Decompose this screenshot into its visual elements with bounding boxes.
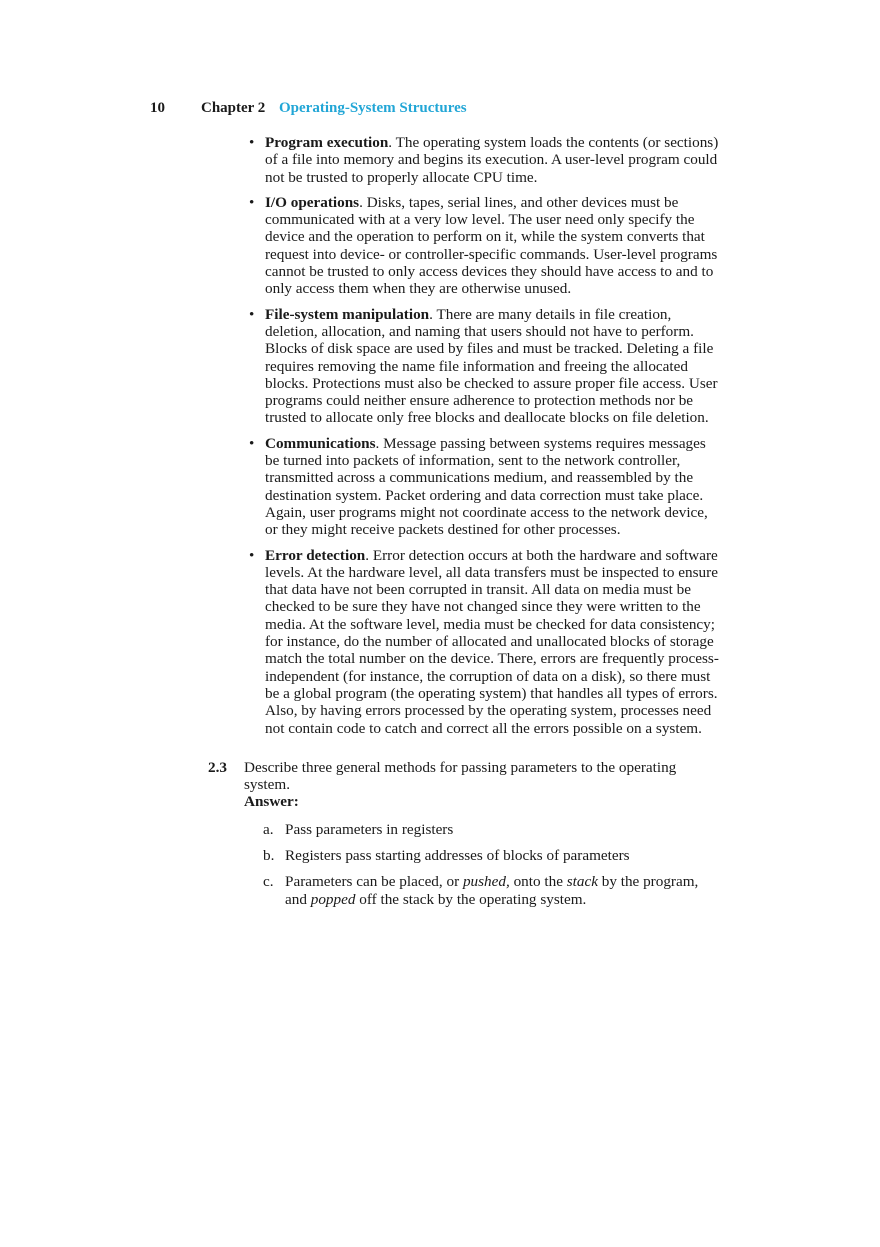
exercise-text: Describe three general methods for passing parameters to the operating system.	[244, 758, 677, 794]
answer-list	[200, 821, 717, 908]
service-list	[249, 134, 721, 737]
answer-marker: a.	[263, 820, 274, 838]
bullet-icon: •	[249, 193, 255, 211]
item-term: I/O operations	[265, 193, 360, 211]
item-text: . Message passing between systems requires messages be turned into packets of information, sent to the network controller, transmitted across a communications medium, and reassembled by the destination system. Packet ordering and data correction must take place. Again, user programs might not coordinate access to the network device, or they might receive packets destined for other processes.	[265, 434, 708, 539]
answer-item-a	[263, 820, 717, 838]
page-content	[200, 134, 725, 917]
item-term: Communications	[265, 434, 376, 452]
answer-text: Registers pass starting addresses of blocks of parameters	[285, 846, 630, 864]
answer-marker: b.	[263, 846, 275, 864]
answer-text-part: off the stack by the operating system.	[355, 890, 587, 908]
item-term: Error detection	[265, 546, 366, 564]
bullet-icon: •	[249, 546, 255, 564]
chapter-label: Chapter 2	[201, 100, 266, 116]
page-number: 10	[150, 100, 165, 116]
answer-text-part: Parameters can be placed, or	[285, 873, 463, 891]
bullet-icon: •	[249, 134, 255, 151]
chapter-title: Operating-System Structures	[279, 100, 467, 116]
answer-item-b	[263, 846, 717, 864]
answer-emphasis: popped	[310, 890, 356, 908]
list-item-program-execution	[249, 134, 721, 186]
answer-emphasis: pushed,	[462, 873, 510, 891]
bullet-icon: •	[249, 434, 255, 452]
list-item-error-detection	[249, 547, 721, 737]
exercise-2-3	[200, 759, 725, 811]
item-text: . The operating system loads the contents (or sections) of a file into memory and begins its execution. A user-level program could not be trusted to properly allocate CPU time.	[265, 134, 719, 186]
list-item-communications	[249, 435, 721, 539]
list-item-io-operations	[249, 194, 721, 298]
item-term: File-system manipulation	[265, 305, 430, 323]
item-text: . Error detection occurs at both the hardware and software levels. At the hardware level, all data transfers must be inspected to ensure that data have not been corrupted in transit. All data on media must be checked to be sure they have not changed since they were written to the media. At the software level, media must be checked for data consistency; for instance, do the number of allocated and unallocated blocks of storage match the total number on the device. There, errors are frequently process-independent (for instance, the corruption of data on a disk), so there must be a global program (the operating system) that handles all types of errors. Also, by having errors processed by the operating system, processes need not contain code to catch and correct all the errors possible on a system.	[265, 546, 719, 737]
bullet-icon: •	[249, 305, 255, 323]
answer-label: Answer:	[244, 793, 299, 811]
item-term: Program execution	[265, 134, 389, 151]
exercise-number: 2.3	[208, 758, 227, 776]
answer-emphasis: stack	[566, 873, 598, 891]
item-text: . There are many details in file creation, deletion, allocation, and naming that users should not have to perform. Blocks of disk space are used by files and must be tracked. Deleting a file requires removing the name file information and freeing the allocated blocks. Protections must also be checked to assure proper file access. User programs could neither ensure adherence to protection methods nor be trusted to allocate only free blocks and deallocate blocks on file deletion.	[265, 305, 718, 427]
list-item-file-system-manipulation	[249, 306, 721, 427]
item-text: . Disks, tapes, serial lines, and other devices must be communicated with at a very low level. The user need only specify the device and the operation to perform on it, while the system converts that request into device- or controller-specific commands. User-level programs cannot be trusted to only access devices they should have access to and to only access them when they are otherwise unused.	[265, 193, 718, 298]
answer-text-part: by the program, and	[285, 873, 699, 908]
answer-text-part: onto the	[509, 873, 567, 891]
answer-text: Pass parameters in registers	[285, 820, 454, 838]
answer-item-c	[263, 873, 717, 908]
answer-marker: c.	[263, 873, 274, 891]
